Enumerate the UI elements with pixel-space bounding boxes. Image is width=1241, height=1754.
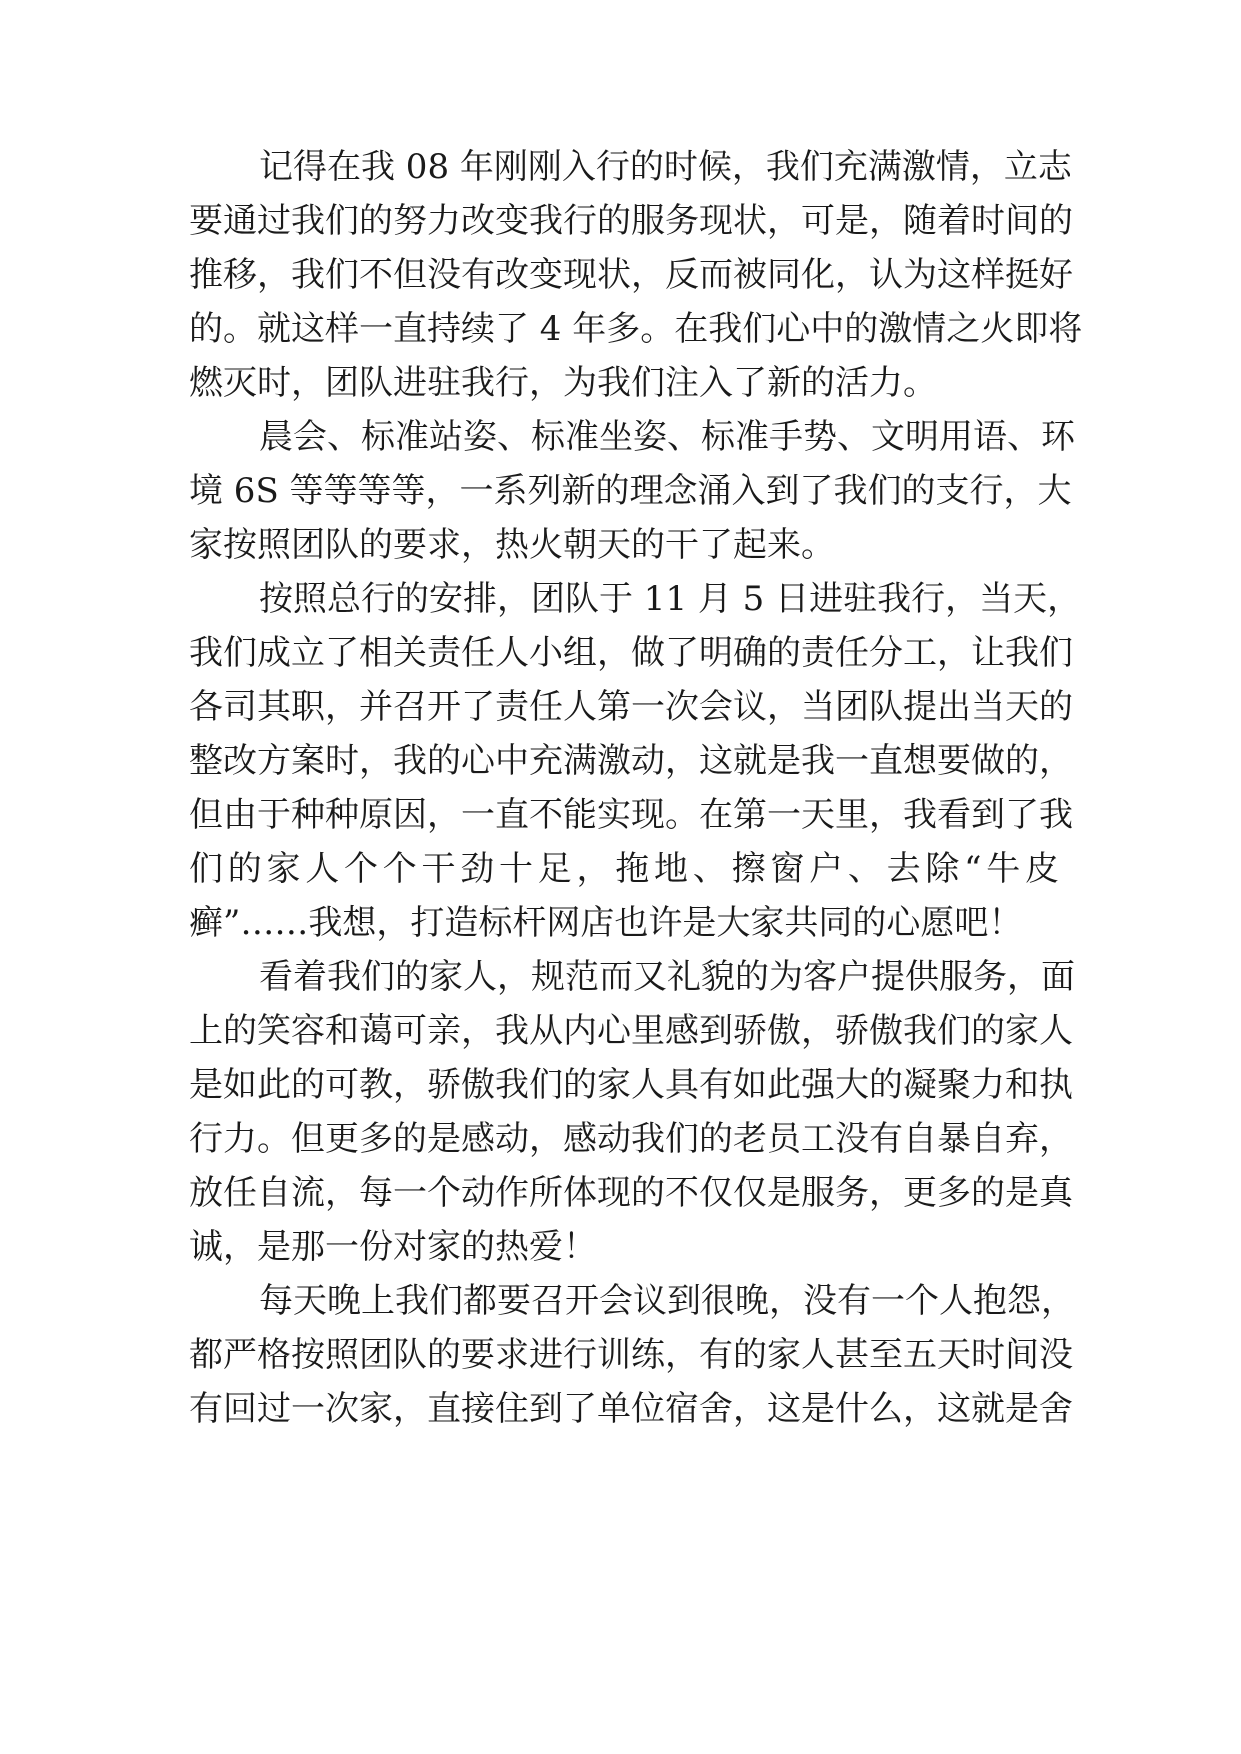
paragraph-line: 境 6S 等等等等，一系列新的理念涌入到了我们的支行，大 <box>189 471 1072 511</box>
paragraph-line: 各司其职，并召开了责任人第一次会议，当团队提出当天的 <box>189 687 1073 727</box>
paragraph-line: 的。就这样一直持续了 4 年多。在我们心中的激情之火即将 <box>189 309 1083 349</box>
paragraph-line: 看着我们的家人，规范而又礼貌的为客户提供服务，面 <box>259 957 1075 997</box>
paragraph-line: 每天晚上我们都要召开会议到很晚，没有一个人抱怨， <box>259 1281 1075 1321</box>
paragraph-line: 行力。但更多的是感动，感动我们的老员工没有自暴自弃， <box>189 1119 1073 1159</box>
paragraph-line: 我们成立了相关责任人小组，做了明确的责任分工，让我们 <box>189 633 1073 673</box>
paragraph-line: 上的笑容和蔼可亲，我从内心里感到骄傲，骄傲我们的家人 <box>189 1011 1073 1051</box>
paragraph-line: 要通过我们的努力改变我行的服务现状，可是，随着时间的 <box>189 201 1073 241</box>
paragraph-line: 按照总行的安排，团队于 11 月 5 日进驻我行，当天， <box>259 579 1082 619</box>
paragraph-line: 推移，我们不但没有改变现状，反而被同化，认为这样挺好 <box>189 255 1073 295</box>
paragraph-line: 家按照团队的要求，热火朝天的干了起来。 <box>189 525 835 565</box>
paragraph-line: 有回过一次家，直接住到了单位宿舍，这是什么，这就是舍 <box>189 1389 1073 1429</box>
paragraph-line: 整改方案时，我的心中充满激动，这就是我一直想要做的， <box>189 741 1073 781</box>
paragraph-line: 但由于种种原因，一直不能实现。在第一天里，我看到了我 <box>189 795 1073 835</box>
paragraph-line: 诚，是那一份对家的热爱！ <box>189 1227 597 1267</box>
paragraph-line: 癣”……我想，打造标杆网店也许是大家共同的心愿吧！ <box>189 903 1023 943</box>
paragraph-line: 放任自流，每一个动作所体现的不仅仅是服务，更多的是真 <box>189 1173 1073 1213</box>
paragraph-line: 晨会、标准站姿、标准坐姿、标准手势、文明用语、环 <box>259 417 1075 457</box>
paragraph-line: 是如此的可教，骄傲我们的家人具有如此强大的凝聚力和执 <box>189 1065 1073 1105</box>
paragraph-line: 都严格按照团队的要求进行训练，有的家人甚至五天时间没 <box>189 1335 1073 1375</box>
paragraph-line: 们的家人个个干劲十足，拖地、擦窗户、去除“牛皮 <box>189 849 1059 889</box>
paragraph-line: 记得在我 08 年刚刚入行的时候，我们充满激情，立志 <box>259 147 1072 187</box>
paragraph-line: 燃灭时，团队进驻我行，为我们注入了新的活力。 <box>189 363 937 403</box>
